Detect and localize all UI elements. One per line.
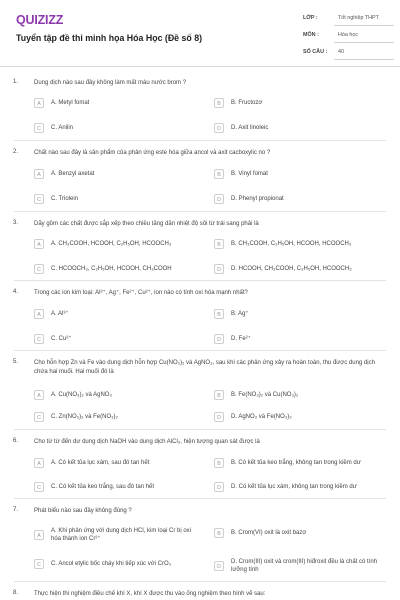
answer-option-a[interactable] [34,389,202,401]
option-text: C. Cu²⁺ [51,336,72,342]
question-number: 3. [13,220,19,226]
meta-value-grade: Tốt nghiệp THPT [334,13,394,26]
meta-key-grade: LỚP : [303,15,318,21]
answer-option-b[interactable] [214,97,382,109]
option-letter-box: A [34,458,44,468]
answer-option-c[interactable] [34,558,202,570]
question-divider [14,140,386,141]
answer-option-c[interactable] [34,122,202,134]
option-letter-box: D [214,334,224,344]
option-text: B. Crom(VI) oxit là oxit bazơ [231,530,307,536]
option-text: B. Có kết tủa keo trắng, không tan trong kiềm dư [231,460,361,466]
option-letter-box: C [34,123,44,133]
question-number: 6. [13,438,19,444]
answer-option-a[interactable] [34,97,202,109]
answer-option-b[interactable] [214,389,382,401]
question-text: Cho từ từ đến dư dung dịch NaOH vào dung dịch AlCl₃, hiện tượng quan sát được là [34,439,260,445]
answer-option-d[interactable] [214,122,382,134]
option-letter-box: D [214,561,224,571]
question-text: Dung dịch nào sau đây không làm mất màu nước brom ? [34,80,187,86]
option-text: B. Ag⁺ [231,311,249,317]
option-text: D. Crom(III) oxit và crom(III) hiđroxit đều là chất có tính lưỡng tính [231,559,378,573]
option-letter-box: A [34,530,44,540]
question-divider [14,350,386,351]
option-letter-box: C [34,264,44,274]
meta-row-grade [300,13,400,28]
answer-option-b[interactable] [214,457,382,469]
answer-option-a[interactable] [34,527,202,543]
question-number: 4. [13,289,19,295]
option-text: A. Có kết tủa lục xám, sau đó tan hết [51,460,150,466]
question-number: 2. [13,149,19,155]
meta-row-subject [300,30,400,45]
answer-option-c[interactable] [34,411,202,423]
option-letter-box: B [214,458,224,468]
answer-option-d[interactable] [214,263,382,275]
option-letter-box: B [214,390,224,400]
answer-option-d[interactable] [214,411,382,423]
option-text: C. Anilin [51,125,74,131]
quizizz-logo: QUIZIZZ [16,13,64,27]
option-text: C. Ancol etylic bốc cháy khi tiếp xúc với CrO₃ [51,561,172,567]
option-text: B. Vinyl fomat [231,171,268,177]
answer-option-c[interactable] [34,333,202,345]
answer-option-a[interactable] [34,457,202,469]
question-text: Dãy gồm các chất được sắp xếp theo chiều tăng dần nhiệt độ sôi từ trái sang phải là [34,221,259,227]
option-text: A. Al³⁺ [51,311,69,317]
question-number: 1. [13,79,19,85]
option-text: D. Fe²⁺ [231,336,251,342]
option-text: B. Fructozơ [231,100,263,106]
option-text: D. Phenyl propionat [231,196,284,202]
question-number: 8. [13,590,19,596]
option-text: A. Benzyl axetat [51,171,95,177]
question-number: 5. [13,359,19,365]
worksheet-meta [300,13,400,64]
question-text: Trong các ion kim loại: Al³⁺, Ag⁺, Fe²⁺, Cu²⁺, ion nào có tính oxi hóa mạnh nhất? [34,290,248,296]
meta-value-count: 40 [334,47,394,60]
option-letter-box: C [34,194,44,204]
option-text: C. Zn(NO₃)₂ và Fe(NO₃)₂ [51,414,118,420]
option-letter-box: D [214,412,224,422]
option-letter-box: B [214,239,224,249]
option-letter-box: D [214,264,224,274]
answer-option-c[interactable] [34,193,202,205]
question-text: Chất nào sau đây là sản phẩm của phản ứng este hóa giữa ancol và axit cacboxylic no ? [34,150,271,156]
option-letter-box: C [34,482,44,492]
option-letter-box: A [34,390,44,400]
option-letter-box: B [214,98,224,108]
option-letter-box: D [214,482,224,492]
answer-option-b[interactable] [214,168,382,180]
meta-row-count [300,47,400,62]
question-divider [14,280,386,281]
answer-option-d[interactable] [214,333,382,345]
option-text: A. Cu(NO₃)₂ và AgNO₃ [51,392,112,398]
answer-option-d[interactable] [214,481,382,493]
option-letter-box: A [34,169,44,179]
question-text: Phát biểu nào sau đây không đúng ? [34,508,132,514]
option-letter-box: A [34,98,44,108]
option-letter-box: C [34,559,44,569]
worksheet-header [0,0,400,67]
answer-option-b[interactable] [214,527,382,539]
option-text: C. Triolein [51,196,79,202]
answer-option-a[interactable] [34,168,202,180]
answer-option-d[interactable] [214,558,382,574]
option-text: A. Khi phản ứng với dung dịch HCl, kim loại Cr bị oxi hóa thành ion Cr²⁺ [51,528,192,542]
option-text: D. Có kết tủa lục xám, không tan trong kiềm dư [231,484,357,490]
meta-key-subject: MÔN : [303,32,319,38]
option-text: B. CH₃COOH, C₂H₅OH, HCOOH, HCOOCH₃ [231,241,352,247]
question-divider [14,498,386,499]
answer-option-b[interactable] [214,308,382,320]
option-text: C. HCOOCH₃, C₂H₅OH, HCOOH, CH₃COOH [51,266,172,272]
answer-option-c[interactable] [34,263,202,275]
option-text: A. CH₃COOH, HCOOH, C₂H₅OH, HCOOCH₃ [51,241,172,247]
option-letter-box: B [214,169,224,179]
option-text: D. Axit linoleic [231,125,269,131]
answer-option-a[interactable] [34,308,202,320]
meta-key-count: SỐ CÂU : [303,49,328,55]
option-text: C. Có kết tủa keo trắng, sau đó tan hết [51,484,155,490]
option-text: A. Metyl fomat [51,100,90,106]
option-letter-box: B [214,528,224,538]
meta-value-subject: Hóa học [334,30,394,43]
option-letter-box: C [34,334,44,344]
answer-option-c[interactable] [34,481,202,493]
option-letter-box: C [34,412,44,422]
question-divider [14,581,386,582]
option-text: B. Fe(NO₃)₂ và Cu(NO₃)₂ [231,392,299,398]
option-letter-box: A [34,309,44,319]
answer-option-a[interactable] [34,238,202,250]
question-text: Cho hỗn hợp Zn và Fe vào dung dịch hỗn hợp Cu(NO₃)₂ và AgNO₃, sau khi các phản ứng xảy ra hoàn toàn, thu được dung dịch chứa hai muối. Hai muối đó là [34,360,375,375]
question-divider [14,211,386,212]
question-divider [14,429,386,430]
option-letter-box: A [34,239,44,249]
question-number: 7. [13,507,19,513]
answer-option-b[interactable] [214,238,382,250]
option-letter-box: D [214,123,224,133]
option-letter-box: D [214,194,224,204]
worksheet-title: Tuyển tập đề thi minh họa Hóa Học (Đề số 8) [16,33,203,43]
question-text: Thực hiện thí nghiệm điều chế khí X, khí X được thu vào ống nghiệm theo hình vẽ sau: [34,591,266,597]
option-text: D. AgNO₃ và Fe(NO₃)₃ [231,414,292,420]
option-letter-box: B [214,309,224,319]
option-text: D. HCOOH, CH₃COOH, C₂H₅OH, HCOOCH₃ [231,266,352,272]
answer-option-d[interactable] [214,193,382,205]
